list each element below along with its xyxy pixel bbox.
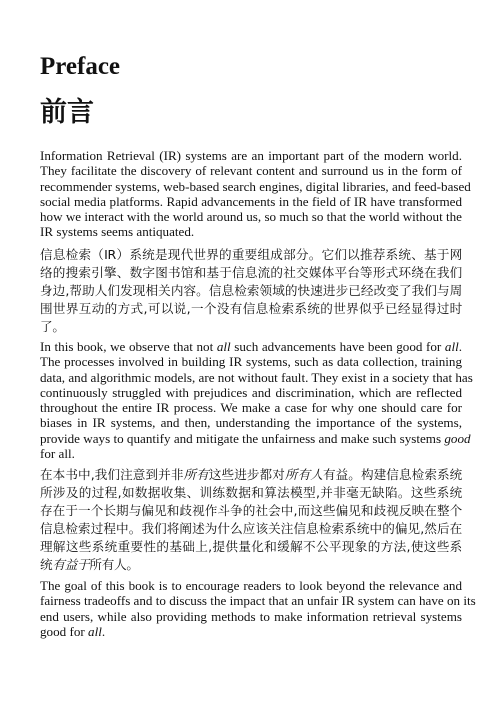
text-run: biases in IR systems, and then, understanding the importance of the systems, <box>40 415 462 431</box>
page-title-en: Preface <box>40 53 121 80</box>
text-run: 身边,帮助人们发现相关内容。信息检索领域的快速进步已经改变了我们与周 <box>40 283 462 299</box>
text-run: 了。 <box>40 319 65 335</box>
text-run: provide ways to quantify and mitigate the unfairness and make such systems <box>40 430 445 446</box>
text-run: The goal of this book is to encourage readers to look beyond the relevance and <box>40 578 462 593</box>
text-line <box>40 194 462 209</box>
text-run: continuously struggled with prejudices and discrimination, which are reflected <box>40 384 462 400</box>
text-line <box>40 148 462 163</box>
text-line <box>40 520 462 538</box>
text-run: 络的搜索引擎、数字图书馆和基于信息流的社交媒体平台等形式环绕在我们 <box>40 265 462 281</box>
text-run: 所涉及的过程,如数据收集、训练数据和算法模型,并非毫无缺陷。这些系统 <box>40 485 462 501</box>
text-line <box>40 400 462 415</box>
paragraph-zh-1 <box>40 246 462 336</box>
text-line <box>40 178 471 194</box>
text-line <box>40 484 462 502</box>
paragraph-zh-2 <box>40 466 462 575</box>
emphasis-text: all <box>88 623 102 639</box>
text-line <box>40 264 462 282</box>
text-run: . <box>458 339 462 354</box>
text-line <box>40 385 462 400</box>
paragraph-en-1 <box>40 148 471 240</box>
text-line <box>40 369 473 385</box>
text-run: end users, while also providing methods to make information retrieval systems <box>40 608 462 624</box>
text-run: 理解这些系统重要性的基础上,提供量化和缓解不公平现象的方法,使这些系 <box>40 539 462 555</box>
text-line <box>40 163 462 178</box>
emphasis-text: good <box>444 430 471 446</box>
paragraph-en-2 <box>40 339 473 462</box>
text-run: 存在于一个长期与偏见和歧视作斗争的社会中,而这些偏见和歧视反映在整个 <box>40 503 462 519</box>
text-line <box>40 466 462 484</box>
emphasis-text: all <box>216 339 231 354</box>
text-run: 所有人。 <box>89 557 139 573</box>
text-run: social media platforms. Rapid advancements in the field of IR have transformed <box>40 193 462 209</box>
text-line <box>40 578 462 593</box>
text-run: They facilitate the discovery of relevant content and surround us in the form of <box>40 163 462 179</box>
text-line <box>40 224 462 239</box>
text-line <box>40 593 476 609</box>
text-line <box>40 502 462 520</box>
text-line <box>40 624 462 639</box>
text-run: In this book, we observe that not <box>40 339 217 354</box>
text-line <box>40 430 471 446</box>
text-line <box>40 318 462 336</box>
text-line <box>40 415 462 430</box>
text-run: 有益。构建信息检索系统 <box>322 467 463 482</box>
text-line <box>40 556 462 574</box>
text-run: 信息检索过程中。我们将阐述为什么应该关注信息检索系统中的偏见,然后在 <box>40 521 462 537</box>
emphasis-text: all <box>444 339 459 354</box>
text-run: data, and algorithmic models, are not without fault. They exist in a society that has <box>40 369 473 385</box>
text-line <box>40 300 462 318</box>
text-line <box>40 246 462 264</box>
page-title-zh: 前言 <box>40 97 94 128</box>
text-line <box>40 609 462 624</box>
text-line <box>40 282 462 300</box>
text-run: for all. <box>40 446 75 462</box>
text-run: how we interact with the world around us, so much so that the world without the <box>40 209 462 225</box>
emphasis-text: 有益于 <box>52 557 90 573</box>
text-run: Information Retrieval (IR) systems are an important part of the modern world. <box>40 148 462 163</box>
text-run: fairness tradeoffs and to discuss the impact that an unfair IR system can have on its <box>40 593 476 609</box>
text-run: 围世界互动的方式,可以说,一个没有信息检索系统的世界似乎已经显得过时 <box>40 301 462 317</box>
emphasis-text: 所有人 <box>284 467 323 482</box>
text-run: The processes involved in building IR systems, such as data collection, training <box>40 354 462 370</box>
text-run: such advancements have been good for <box>230 339 445 354</box>
text-run: IR systems seems antiquated. <box>40 224 195 240</box>
text-run: throughout the entire IR process. We make a case for why one should care for <box>40 400 462 416</box>
text-run: . <box>101 623 106 639</box>
text-run: recommender systems, web-based search engines, digital libraries, and feed-based <box>40 178 471 194</box>
text-run: 在本书中,我们注意到并非 <box>40 467 184 482</box>
text-run: 这些进步都对 <box>208 467 285 482</box>
text-line <box>40 354 462 369</box>
text-run: good for <box>40 623 89 639</box>
text-line <box>40 446 462 461</box>
text-line <box>40 538 462 556</box>
text-run: 统 <box>40 557 53 573</box>
emphasis-text: 所有 <box>183 467 209 482</box>
paragraph-en-3 <box>40 578 476 639</box>
text-line <box>40 339 462 354</box>
text-run: 信息检索（IR）系统是现代世界的重要组成部分。它们以推荐系统、基于网 <box>40 247 462 262</box>
text-line <box>40 209 462 224</box>
